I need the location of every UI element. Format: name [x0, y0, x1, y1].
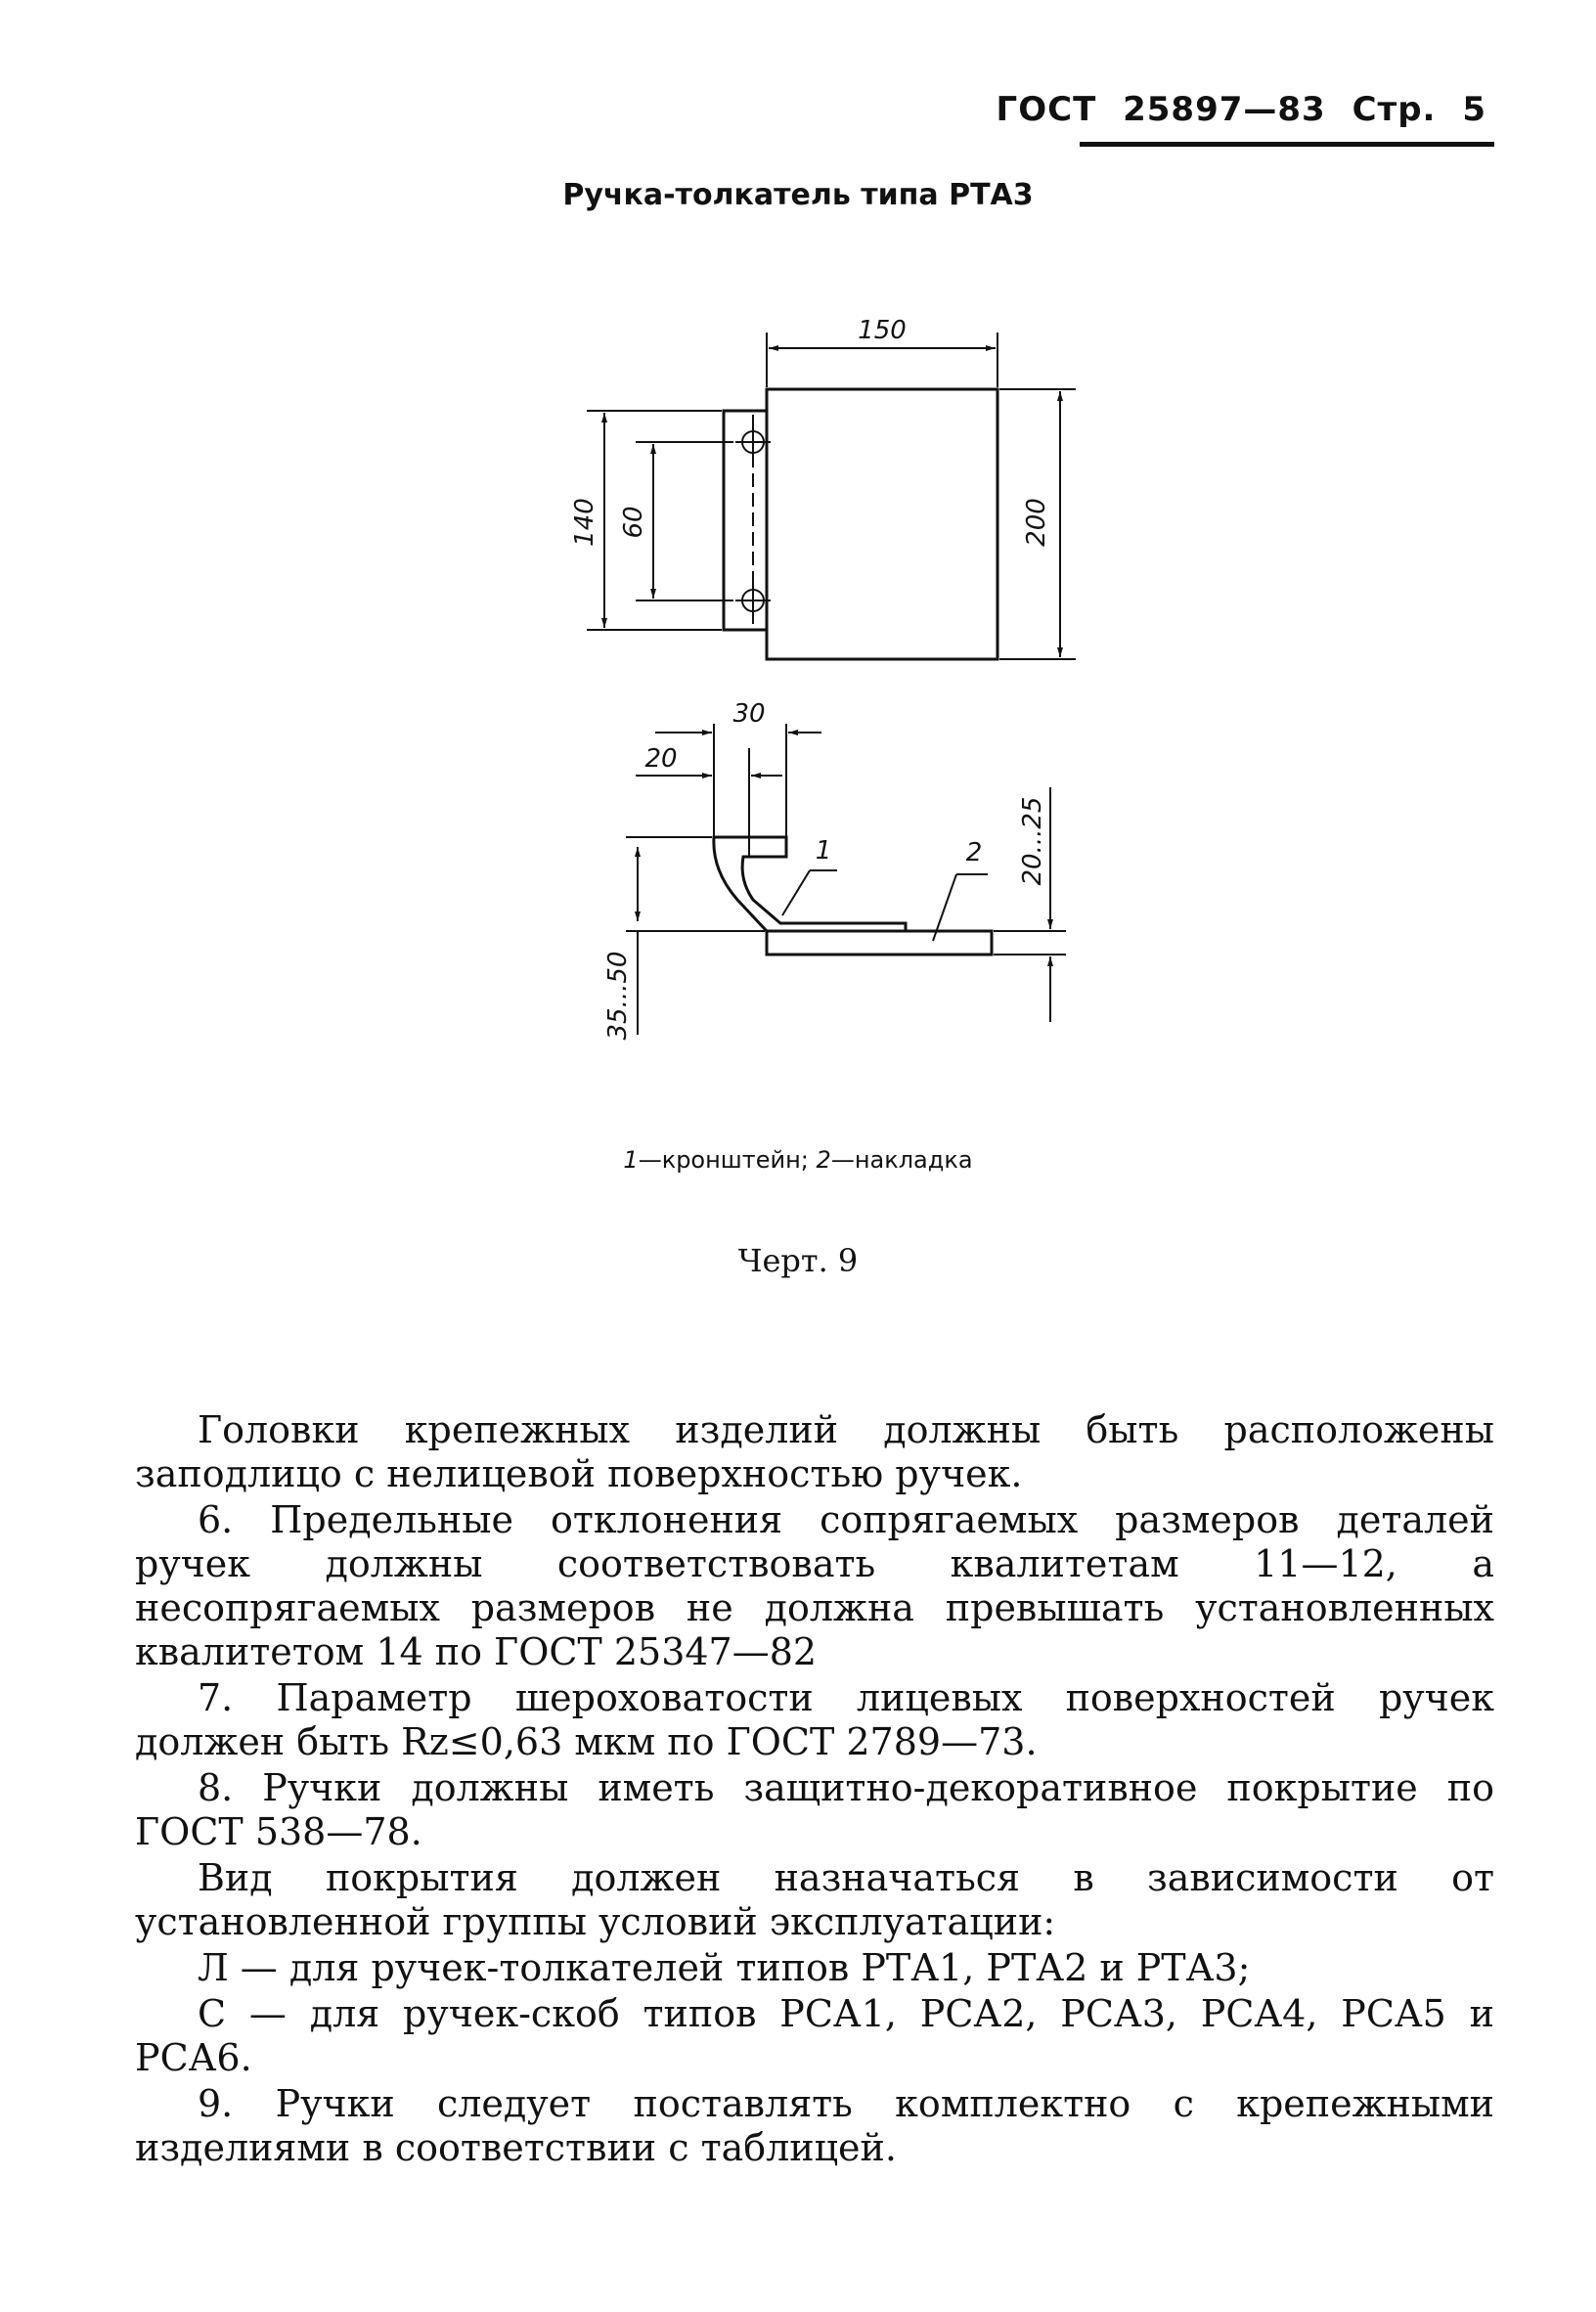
paragraph: Головки крепежных изделий должны быть расположены заподлицо с нелицевой поверхностью ручек.: [135, 1408, 1494, 1495]
header-standard-number: 25897—83: [1123, 90, 1326, 129]
dim-label-20-25: 20...25: [1018, 796, 1047, 886]
body-text: [135, 1408, 1494, 2172]
paragraph: Вид покрытия должен назначаться в зависимости от установленной группы условий эксплуатации:: [135, 1856, 1494, 1943]
legend-text-2: —накладка: [830, 1146, 973, 1174]
callout-leader-1: [782, 870, 810, 915]
legend-text-1: —кронштейн;: [638, 1146, 809, 1174]
callout-label-1: 1: [815, 836, 832, 866]
dim-label-20: 20: [644, 744, 678, 774]
bracket-top-view: [724, 411, 767, 630]
dim-label-140: 140: [570, 498, 599, 547]
dim-label-150: 150: [858, 316, 907, 345]
callout-label-2: 2: [965, 838, 983, 867]
dim-label-30: 30: [732, 699, 766, 729]
technical-drawing: [0, 0, 1596, 1125]
dim-label-200: 200: [1022, 498, 1051, 547]
overlay-profile: [767, 931, 992, 955]
figure-title: Ручка-толкатель типа РТА3: [562, 178, 1034, 212]
header-page-number: 5: [1462, 90, 1486, 129]
paragraph: С — для ручек-скоб типов РСА1, РСА2, РСА3, РСА4, РСА5 и РСА6.: [135, 1992, 1494, 2079]
figure-caption: Черт. 9: [737, 1242, 859, 1279]
paragraph: 7. Параметр шероховатости лицевых поверхностей ручек должен быть Rz≤0,63 мкм по ГОСТ 2789—73.: [135, 1676, 1494, 1763]
dim-label-60: 60: [619, 506, 648, 539]
paragraph: Л — для ручек-толкателей типов РТА1, РТА2 и РТА3;: [198, 1946, 1251, 1989]
figure-legend: [0, 1146, 1596, 1174]
plate-top-view: [767, 389, 998, 659]
dim-label-35-50: 35...50: [603, 951, 633, 1041]
paragraph: 8. Ручки должны иметь защитно-декоративное покрытие по ГОСТ 538—78.: [135, 1766, 1494, 1853]
legend-number-2: 2: [816, 1146, 831, 1174]
paragraph: 9. Ручки следует поставлять комплектно с крепежными изделиями в соответствии с таблицей.: [135, 2082, 1494, 2169]
bracket-profile: [714, 837, 906, 931]
header-page-label: Стр.: [1352, 90, 1437, 129]
legend-number-1: 1: [623, 1146, 639, 1174]
header-gost: ГОСТ: [996, 90, 1097, 129]
paragraph: 6. Предельные отклонения сопрягаемых размеров деталей ручек должны соответствовать квалитетам 11—12, а несопрягаемых размеров не должна превышать установленных квалитетом 14 по ГОСТ 25347—82: [135, 1498, 1494, 1673]
